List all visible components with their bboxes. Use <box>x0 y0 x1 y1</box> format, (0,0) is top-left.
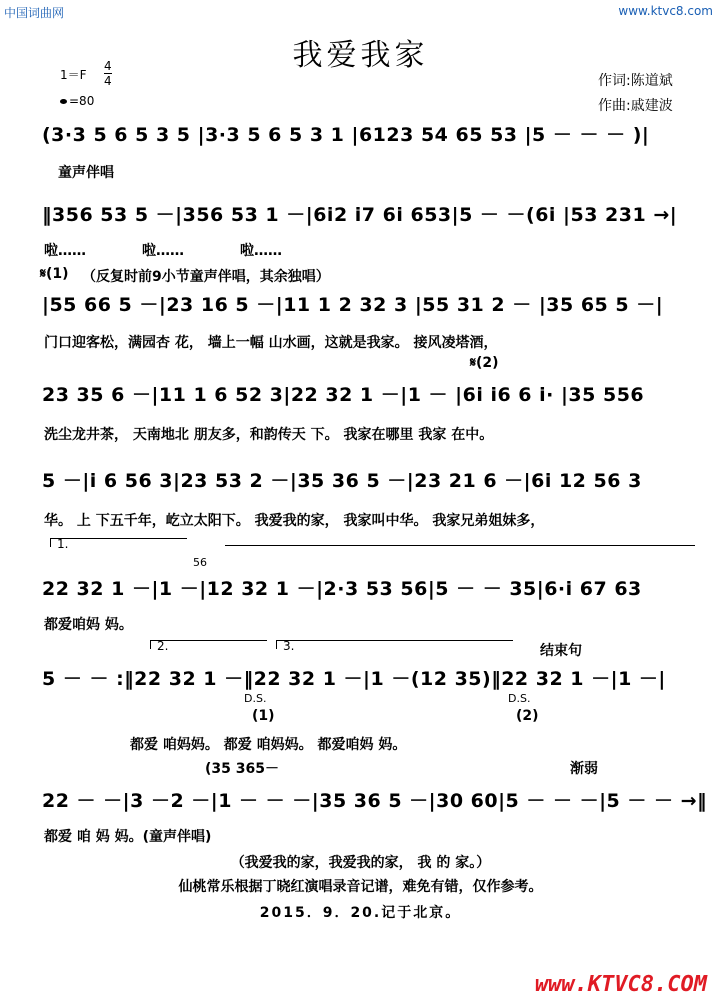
transcription-note: 仙桃常乐根据丁晓红演唱录音记谱，难免有错，仅作参考。 <box>178 879 543 895</box>
parenthetical-notes: (35 365－ <box>205 761 279 777</box>
phrase-slur-line <box>225 545 695 546</box>
notation-row-7: 5 － － :‖22 32 1 －‖22 32 1 －|1 －(12 35)‖22 32 1 －|1 －| <box>42 668 666 690</box>
section-note: （反复时前9小节童声伴唱，其余独唱） <box>82 269 330 285</box>
ending-phrase-label: 结束句 <box>540 643 582 659</box>
child-chorus-mark: 童声伴唱 <box>58 165 114 181</box>
segno-1: 𝄋(1) <box>40 266 69 282</box>
ds-mark-2: D.S. <box>508 692 531 705</box>
lyric-line-2: 门口迎客松，满园杏 花， 墙上一幅 山水画，这就是我家。 接风凌塔酒， <box>44 335 498 351</box>
transcription-date: 2015．9．20.记于北京。 <box>259 905 462 921</box>
lyric-line-7: 都爱 咱 妈 妈。(童声伴唱) <box>44 829 212 845</box>
ds-target-2: (2) <box>516 708 539 724</box>
site-url-bottom: www.KTVC8.COM <box>534 972 707 997</box>
grace-notes: 56 <box>193 556 207 569</box>
notation-row-6: 22 32 1 －|1 －|12 32 1 －|2·3 53 56|5 － － 35|6·i 67 63 <box>42 578 642 600</box>
lyric-line-4: 华。 上 下五千年，屹立太阳下。 我爱我的家， 我家叫中华。 我家兄弟姐妹多， <box>44 513 545 529</box>
lyric-line-3: 洗尘龙井茶， 天南地北 朋友多，和韵传天 下。 我家在哪里 我家 在中。 <box>44 427 494 443</box>
meter-bottom: 4 <box>104 74 112 88</box>
site-url-top-right: www.ktvc8.com <box>618 4 713 18</box>
notation-row-8: 22 － －|3 －2 －|1 － － －|35 36 5 －|30 60|5 － － －|5 － － →‖ <box>42 790 708 812</box>
time-signature <box>104 60 112 87</box>
notation-row-4: 23 35 6 －|11 1 6 52 3|22 32 1 －|1 － |6i i6 6 i· |35 556 <box>42 384 645 406</box>
notation-row-2: ‖356 53 5 －|356 53 1 －|6i2 i7 6i 653|5 － －(6i |53 231 →| <box>42 204 678 226</box>
segno-2: 𝄋(2) <box>470 355 499 371</box>
quarter-note-icon <box>60 99 67 104</box>
key-signature: 1＝F <box>60 68 87 82</box>
song-title: 我爱我家 <box>292 38 429 73</box>
lyricist-credit: 作词:陈道斌 <box>598 73 673 89</box>
ds-mark-1: D.S. <box>244 692 267 705</box>
ds-target-1: (1) <box>252 708 275 724</box>
tempo-marking <box>60 94 94 108</box>
lyric-line-6: 都爱 咱妈妈。 都爱 咱妈妈。 都爱咱妈 妈。 <box>130 737 407 753</box>
footer-lyric-note: （我爱我的家，我爱我的家， 我 的 家。） <box>230 855 491 871</box>
notation-row-1: (3·3 5 6 5 3 5 |3·3 5 6 5 3 1 |6123 54 65 53 |5 － － － )| <box>42 124 650 146</box>
composer-credit: 作曲:戚建波 <box>598 98 673 114</box>
notation-row-5: 5 －|i 6 56 3|23 53 2 －|35 36 5 －|23 21 6 －|6i 12 56 3 <box>42 470 642 492</box>
volta-2: 2. <box>150 640 267 649</box>
notation-row-3: |55 66 5 －|23 16 5 －|11 1 2 32 3 |55 31 2 － |35 65 5 －| <box>42 294 664 316</box>
meter-top: 4 <box>104 59 112 73</box>
lyric-line-5: 都爱咱妈 妈。 <box>44 617 133 633</box>
lyric-line-1: 啦…… 啦…… 啦…… <box>44 243 282 259</box>
diminuendo-mark: 渐弱 <box>570 761 598 777</box>
site-name-top-left: 中国词曲网 <box>4 6 65 20</box>
volta-3: 3. <box>276 640 513 649</box>
volta-1: 1. <box>50 538 187 547</box>
tempo-value: =80 <box>69 94 95 108</box>
